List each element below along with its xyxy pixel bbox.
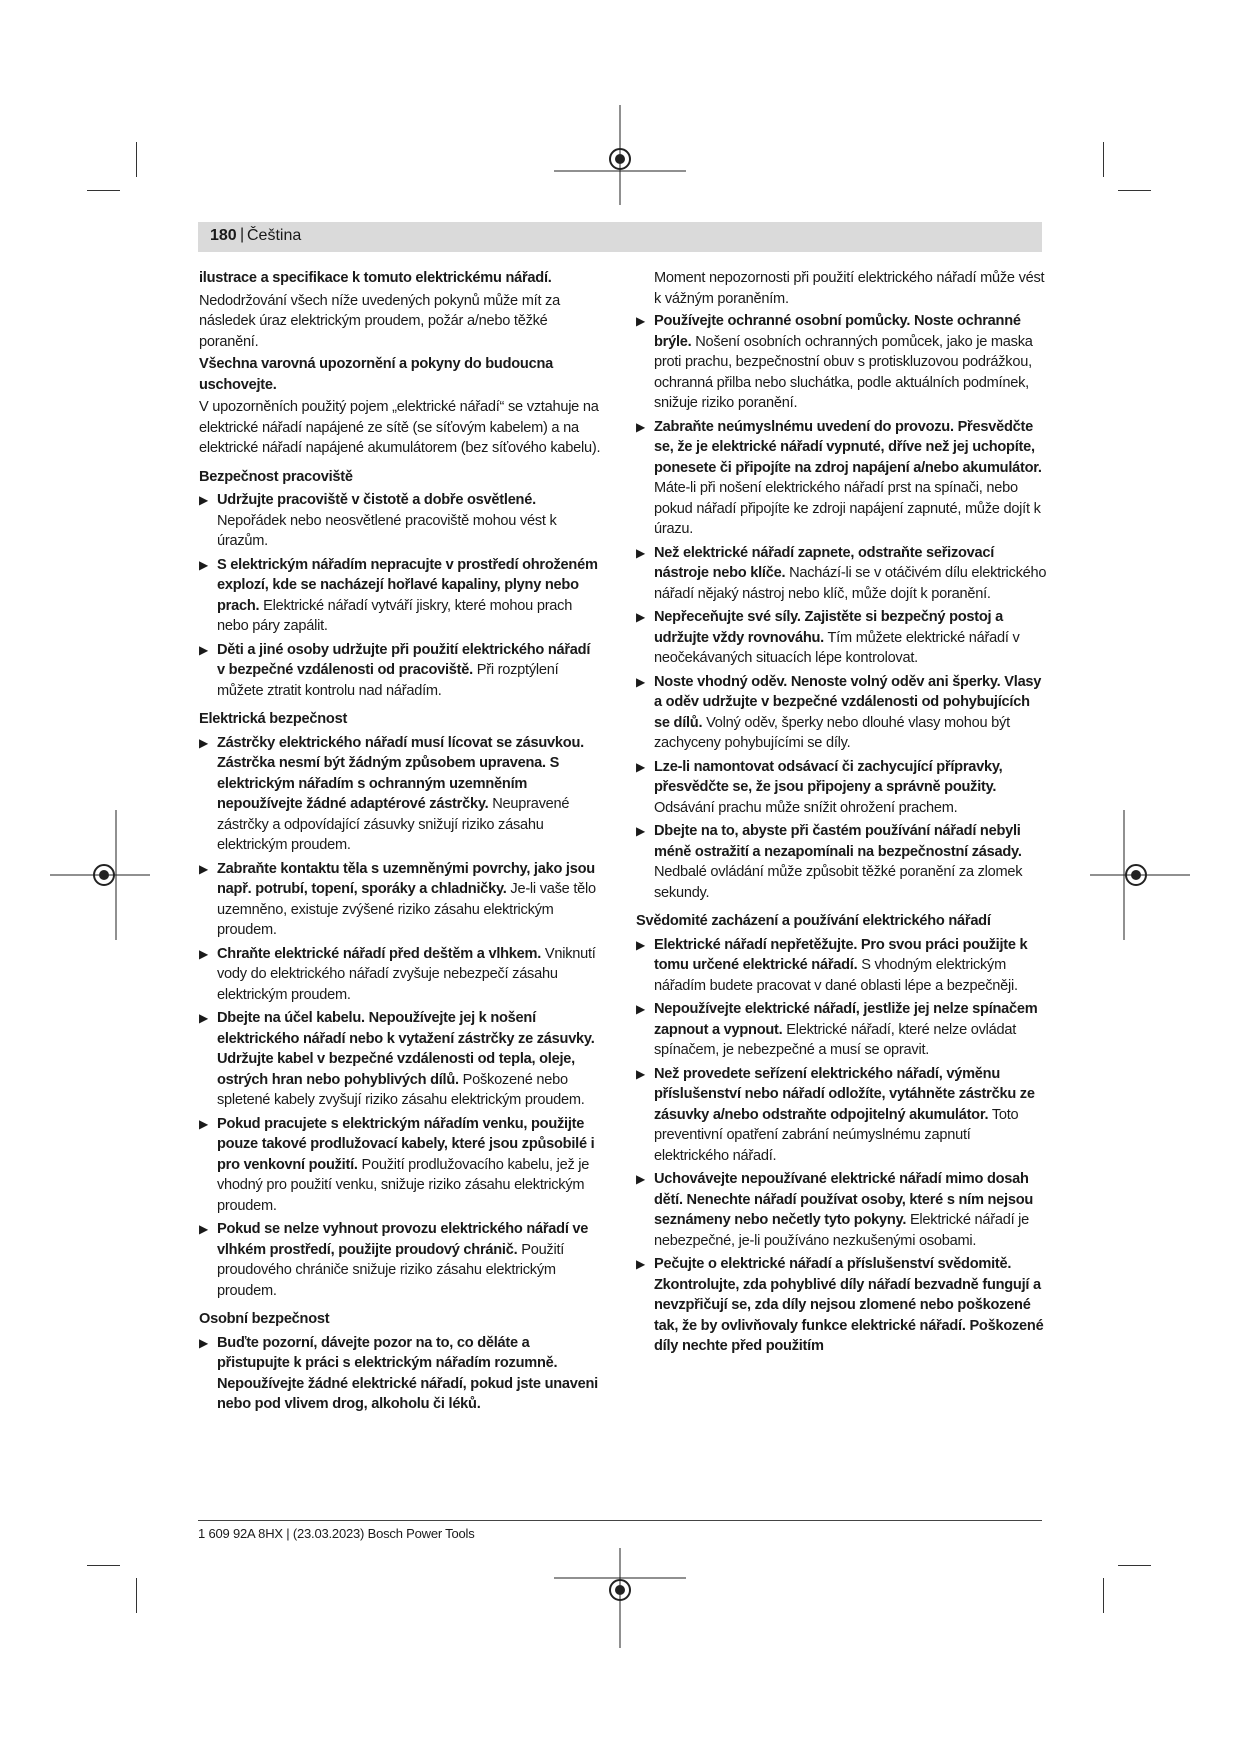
crop-mark bbox=[1103, 142, 1104, 177]
continued-text: Moment nepozornosti při použití elektrického nářadí může vést k vážným poraněním. bbox=[654, 270, 1045, 307]
intro-text: Nedodržování všech níže uvedených pokynů může mít za následek úraz elektrickým proudem, požár a/nebo těžké poranění. bbox=[199, 292, 560, 350]
crop-mark bbox=[1103, 1578, 1104, 1613]
crop-mark bbox=[136, 142, 137, 177]
registration-mark-bottom bbox=[554, 1548, 686, 1648]
bullet-icon: ▶ bbox=[199, 493, 208, 507]
electric-list bbox=[199, 733, 601, 1302]
bullet-icon: ▶ bbox=[199, 642, 208, 657]
bullet-icon: ▶ bbox=[199, 861, 208, 876]
list-item: ▶ Zabraňte kontaktu těla s uzemněnými povrchy, jako jsou např. potrubí, topení, sporáky a chladničky. Je-li vaše tělo uzemněno, existuje zvýšené riziko zásahu elektrickým proudem. bbox=[199, 860, 596, 938]
list-item: ▶ Chraňte elektrické nářadí před deštěm a vlhkem. Vniknutí vody do elektrického nářadí zvyšuje nebezpečí zásahu elektrickým proudem. bbox=[199, 945, 596, 1003]
heading-workplace: Bezpečnost pracoviště bbox=[199, 468, 353, 485]
left-column bbox=[199, 268, 601, 1418]
bullet-icon: ▶ bbox=[636, 674, 645, 689]
bullet-icon: ▶ bbox=[199, 946, 208, 961]
list-item: ▶ Než elektrické nářadí zapnete, odstraňte seřizovací nástroje nebo klíče. Nachází-li se v otáčivém dílu elektrického nářadí nějaký nástroj nebo klíč, může dojít k poranění. bbox=[636, 544, 1047, 602]
keep-instructions: Všechna varovná upozornění a pokyny do budoucna uschovejte. bbox=[199, 356, 553, 393]
list-item: ▶ Dbejte na účel kabelu. Nepoužívejte jej k nošení elektrického nářadí nebo k vytažení zástrčky ze zásuvky. Udržujte kabel v bezpečné vzdálenosti od tepla, oleje, ostrých hran nebo pohyblivých dílů. Poškozené nebo spletené kabely zvyšují riziko zásahu elektrickým proudem. bbox=[199, 1010, 595, 1108]
registration-mark-right bbox=[1090, 810, 1190, 940]
footer-divider bbox=[198, 1520, 1042, 1521]
list-item: ▶ Dbejte na to, abyste při častém používání nářadí nebyli méně ostražití a nezapomínali na bezpečnostní zásady. Nedbalé ovládání může způsobit těžké poranění za zlomek sekundy. bbox=[636, 823, 1023, 901]
list-item: ▶ S elektrickým nářadím nepracujte v prostředí ohroženém explozí, kde se nacházejí hořlavé kapaliny, plyny nebo prach. Elektrické nářadí vytváří jiskry, které mohou prach nebo páry zapálit. bbox=[199, 556, 598, 634]
intro-bold: ilustrace a specifikace k tomuto elektrickému nářadí. bbox=[199, 270, 552, 286]
registration-mark-top bbox=[554, 105, 686, 205]
list-item: ▶ Používejte ochranné osobní pomůcky. Noste ochranné brýle. Nošení osobních ochranných pomůcek, jako je maska proti prachu, bezpečnostní obuv s protiskluzovou podrážkou, ochranná přilba nebo sluchátka, podle aktuálních podmínek, snižuje riziko poranění. bbox=[636, 313, 1033, 411]
header-separator: | bbox=[240, 226, 245, 243]
heading-care: Svědomité zacházení a používání elektrického nářadí bbox=[636, 913, 991, 929]
list-item: ▶ Nepoužívejte elektrické nářadí, jestliže jej nelze spínačem zapnout a vypnout. Elektrické nářadí, které nelze ovládat spínačem, je nebezpečné a musí se opravit. bbox=[636, 1001, 1038, 1058]
list-item: ▶ Pečujte o elektrické nářadí a příslušenství svědomitě. Zkontrolujte, zda pohyblivé díly nářadí bezvadně fungují a nevzpřičují se, zda díly nejsou zlomené nebo poškozené tak, že by ovlivňovaly funkce elektrické nářadí. Poškozené díly nechte před použitím bbox=[636, 1256, 1044, 1354]
personal-list bbox=[199, 1333, 601, 1415]
bullet-icon: ▶ bbox=[199, 1011, 208, 1025]
page-footer: 1 609 92A 8HX | (23.03.2023) Bosch Power Tools bbox=[198, 1526, 475, 1541]
bullet-icon: ▶ bbox=[199, 1222, 208, 1236]
bullet-icon: ▶ bbox=[199, 1335, 208, 1350]
heading-personal: Osobní bezpečnost bbox=[199, 1311, 330, 1327]
bullet-icon: ▶ bbox=[636, 1172, 645, 1186]
term-definition: V upozorněních použitý pojem „elektrické nářadí“ se vztahuje na elektrické nářadí napájené ze sítě (se síťovým kabelem) a na elektrické nářadí napájené akumulátorem (bez síťového kabelu). bbox=[199, 399, 601, 456]
registration-mark-left bbox=[50, 810, 150, 940]
right-column bbox=[636, 268, 1048, 1360]
list-item: ▶ Elektrické nářadí nepřetěžujte. Pro svou práci použijte k tomu určené elektrické nářadí. S vhodným elektrickým nářadím budete pracovat v dané oblasti lépe a bezpečněji. bbox=[636, 936, 1028, 994]
bullet-icon: ▶ bbox=[636, 610, 645, 624]
bullet-icon: ▶ bbox=[636, 1257, 645, 1271]
bullet-icon: ▶ bbox=[636, 1066, 645, 1081]
list-item: ▶ Udržujte pracoviště v čistotě a dobře osvětlené. Nepořádek nebo neosvětlené pracoviště mohou vést k úrazům. bbox=[199, 492, 557, 549]
list-item: ▶ Lze-li namontovat odsávací či zachycující přípravky, přesvědčte se, že jsou připojeny a správně použity. Odsávání prachu může snížit ohrožení prachem. bbox=[636, 758, 1003, 816]
section-title: Čeština bbox=[247, 227, 302, 244]
bullet-icon: ▶ bbox=[199, 1116, 208, 1131]
bullet-icon: ▶ bbox=[636, 314, 645, 328]
bullet-icon: ▶ bbox=[636, 759, 645, 774]
bullet-icon: ▶ bbox=[636, 824, 645, 838]
crop-mark bbox=[87, 1565, 120, 1566]
bullet-icon: ▶ bbox=[636, 545, 645, 560]
list-item: ▶ Pokud pracujete s elektrickým nářadím venku, použijte pouze takové prodlužovací kabely, které jsou způsobilé i pro venkovní použití. Použití prodlužovacího kabelu, jež je vhodný pro použití venku, snižuje riziko zásahu elektrickým proudem. bbox=[199, 1115, 595, 1214]
list-item: ▶ Děti a jiné osoby udržujte při použití elektrického nářadí v bezpečné vzdálenosti od pracoviště. Při rozptýlení můžete ztratit kontrolu nad nářadím. bbox=[199, 641, 591, 699]
bullet-icon: ▶ bbox=[636, 937, 645, 952]
list-item: ▶ Zástrčky elektrického nářadí musí lícovat se zásuvkou. Zástrčka nesmí být žádným způsobem upravena. S elektrickým nářadím s ochranným uzemněním nepoužívejte žádné adaptérové zástrčky. Neupravené zástrčky a odpovídající zásuvky snižují riziko zásahu elektrickým proudem. bbox=[199, 734, 584, 853]
bullet-icon: ▶ bbox=[199, 557, 208, 572]
list-item: ▶ Noste vhodný oděv. Nenoste volný oděv ani šperky. Vlasy a oděv udržujte v bezpečné vzdálenosti od pohybujících se dílů. Volný oděv, šperky nebo dlouhé vlasy mohou být zachyceny pohybujícími se díly. bbox=[636, 673, 1042, 751]
personal-list-continued bbox=[636, 311, 1048, 903]
bullet-icon: ▶ bbox=[636, 419, 645, 434]
crop-mark bbox=[136, 1578, 137, 1613]
list-item: ▶ Zabraňte neúmyslnému uvedení do provozu. Přesvědčte se, že je elektrické nářadí vypnuté, dříve než jej uchopíte, ponesete či připojíte na zdroj napájení a/nebo akumulátor. Máte-li při nošení elektrického nářadí prst na spínači, nebo pokud nářadí připojíte ke zdroji napájení zapnuté, může dojít k úrazu. bbox=[636, 418, 1042, 537]
crop-mark bbox=[87, 190, 120, 191]
bullet-icon: ▶ bbox=[199, 735, 208, 750]
list-item: ▶ Pokud se nelze vyhnout provozu elektrického nářadí ve vlhkém prostředí, použijte proudový chránič. Použití proudového chrániče snižuje riziko zásahu elektrickým proudem. bbox=[199, 1221, 589, 1299]
page-number: 180 bbox=[210, 227, 237, 244]
bullet-icon: ▶ bbox=[636, 1002, 645, 1016]
care-list bbox=[636, 935, 1048, 1357]
list-item: ▶ Buďte pozorní, dávejte pozor na to, co děláte a přistupujte k práci s elektrickým nářadím rozumně. Nepoužívejte žádné elektrické nářadí, pokud jste unaveni nebo pod vlivem drog, alkoholu či léků. bbox=[199, 1334, 598, 1412]
crop-mark bbox=[1118, 1565, 1151, 1566]
crop-mark bbox=[1118, 190, 1151, 191]
list-item: ▶ Než provedete seřízení elektrického nářadí, výměnu příslušenství nebo nářadí odložíte, vytáhněte zástrčku ze zásuvky a/nebo odstraňte odpojitelný akumulátor. Toto preventivní opatření zabrání neúmyslnému zapnutí elektrického nářadí. bbox=[636, 1065, 1035, 1164]
page-header bbox=[198, 222, 1042, 252]
heading-electric: Elektrická bezpečnost bbox=[199, 711, 348, 727]
list-item: ▶ Uchovávejte nepoužívané elektrické nářadí mimo dosah dětí. Nenechte nářadí používat osoby, které s ním nejsou seznámeny nebo nečetly tyto pokyny. Elektrické nářadí je nebezpečné, je-li používáno nezkušenými osobami. bbox=[636, 1171, 1034, 1249]
workplace-list bbox=[199, 490, 601, 701]
list-item: ▶ Nepřeceňujte své síly. Zajistěte si bezpečný postoj a udržujte vždy rovnováhu. Tím můžete elektrické nářadí v neočekávaných situacích lépe kontrolovat. bbox=[636, 609, 1020, 666]
